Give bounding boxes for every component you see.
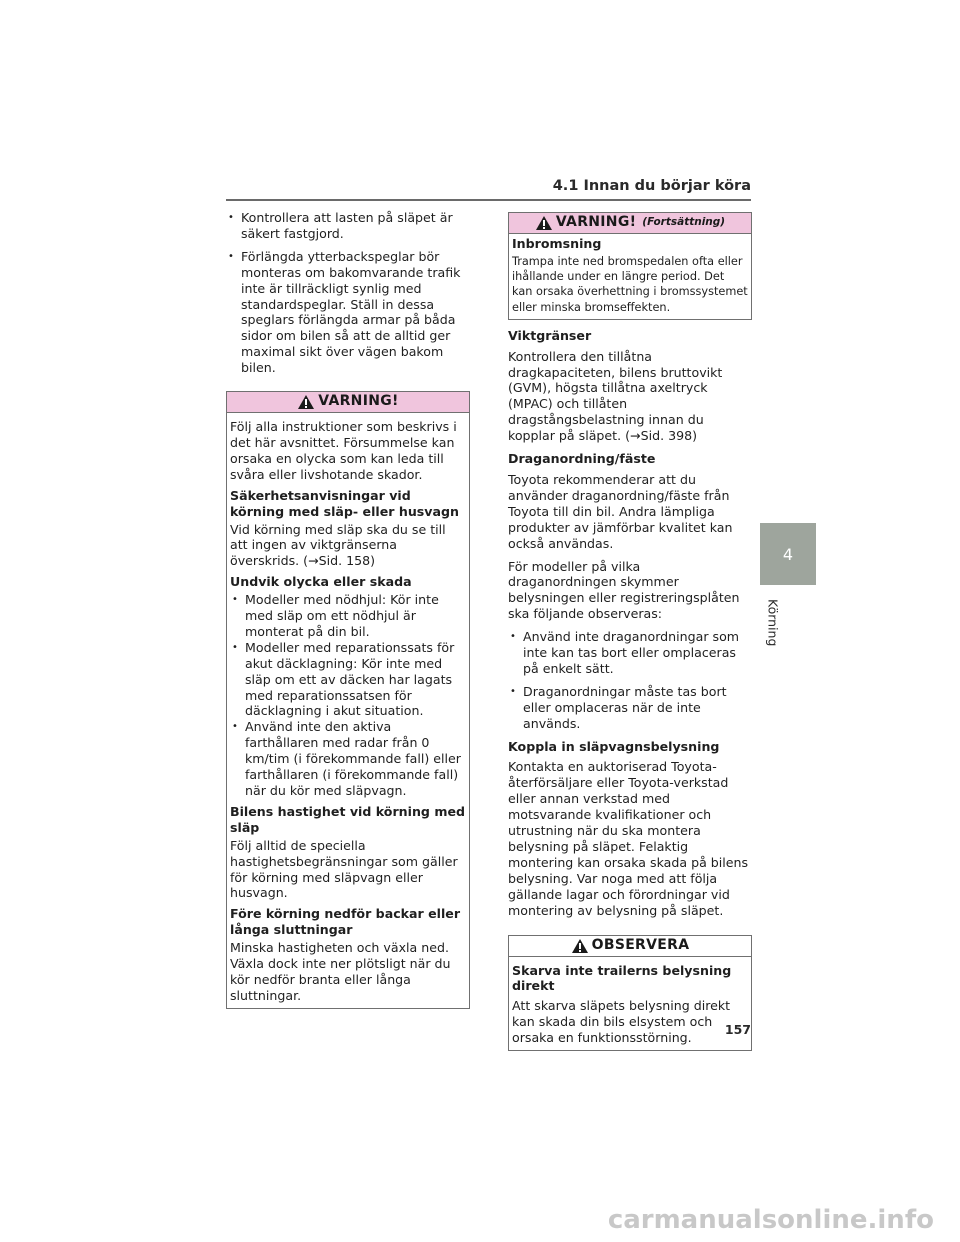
list-item: • Använd inte draganordningar som inte kan tas bort eller omplaceras på enkelt sätt. bbox=[508, 629, 752, 677]
notice-box-body bbox=[509, 957, 751, 1051]
paragraph: Toyota rekommenderar att du använder draganordning/fäste från Toyota till din bil. Andra lämpliga produkter av jämförbar kvalitet kan också användas. bbox=[508, 471, 733, 551]
chapter-label-text: Körning bbox=[765, 599, 781, 647]
chapter-label bbox=[760, 593, 786, 653]
paragraph: Kontrollera den tillåtna dragkapaciteten, bilens bruttovikt (GVM), högsta tillåtna axeltryck (MPAC) och tillåten dragstångsbelastning innan du kopplar på släpet. (→Sid. 398) bbox=[508, 348, 723, 444]
notice-heading: OBSERVERA bbox=[591, 936, 690, 953]
notice-subheading: Skarva inte trailerns belysning direkt bbox=[512, 962, 732, 994]
warning-heading: VARNING! bbox=[318, 393, 399, 410]
warning-continued-body bbox=[509, 234, 751, 319]
warning-continued-box bbox=[508, 212, 752, 320]
continued-label: (Fortsättning) bbox=[642, 216, 726, 229]
warning-paragraph: Trampa inte ned bromspedalen ofta eller ihållande under en längre period. Det kan orsaka överhettning i bromssystemet eller minska bromseffekten. bbox=[512, 254, 748, 314]
notice-box bbox=[508, 935, 752, 1052]
notice-box-header bbox=[509, 936, 751, 957]
watermark: carmanualsonline.info bbox=[607, 1205, 934, 1235]
warning-subheading: Före körning nedför backar eller långa sluttningar bbox=[230, 906, 461, 938]
list-item: • Modeller med nödhjul: Kör inte med släp om ett nödhjul är monterat på din bil. bbox=[230, 592, 466, 640]
warning-subheading: Bilens hastighet vid körning med släp bbox=[230, 803, 465, 835]
notice-paragraph: Att skarva släpets belysning direkt kan skada din bils elsystem och orsaka en funktionsstörning. bbox=[512, 998, 731, 1046]
list-item: • Draganordningar måste tas bort eller omplaceras när de inte används. bbox=[508, 684, 752, 732]
chapter-tab bbox=[760, 523, 816, 585]
section-header-title: 4.1 Innan du börjar köra bbox=[552, 178, 751, 194]
warning-subheading: Säkerhetsanvisningar vid körning med släp- eller husvagn bbox=[230, 487, 459, 519]
warning-subheading: Undvik olycka eller skada bbox=[230, 574, 412, 590]
list-item: • Förlängda ytterbackspeglar bör monteras om bakomvarande trafik inte är tillräckligt synlig med standardspeglar. Ställ in dessa speglars förlängda armar på båda sidor om bilen så att de alltid ger maximal sikt över vägen bakom bilen. bbox=[226, 249, 470, 376]
warning-subheading: Inbromsning bbox=[512, 236, 602, 251]
page-number: 157 bbox=[724, 1022, 751, 1037]
warning-heading: VARNING! bbox=[555, 214, 637, 231]
list-item: • Kontrollera att lasten på släpet är säkert fastgjord. bbox=[226, 210, 470, 242]
section-heading: Draganordning/fäste bbox=[508, 451, 656, 467]
warning-intro: Följ alla instruktioner som beskrivs i det här avsnittet. Försummelse kan orsaka en olycka som kan leda till svåra eller livshotande skador. bbox=[230, 419, 457, 482]
section-heading: Koppla in släpvagnsbelysning bbox=[508, 738, 720, 754]
right-column bbox=[508, 212, 752, 1061]
caution-icon bbox=[571, 938, 589, 954]
paragraph: Kontakta en auktoriserad Toyota-återförsäljare eller Toyota-verkstad eller annan verkstad med motsvarande kvalifikationer och utrustning när du ska montera belysning på släpet. Felaktig montering kan orsaka skada på bilens belysning. Var noga med att följa gällande lagar och förordningar vid montering av belysning på släpet. bbox=[508, 759, 749, 918]
paragraph: För modeller på vilka draganordningen skymmer belysningen eller registreringsplåten ska följande observeras: bbox=[508, 558, 740, 622]
section-heading: Viktgränser bbox=[508, 327, 592, 343]
warning-paragraph: Vid körning med släp ska du se till att ingen av viktgränserna överskrids. (→Sid. 158) bbox=[230, 521, 446, 569]
warning-paragraph: Följ alltid de speciella hastighetsbegränsningar som gäller för körning med släpvagn eller husvagn. bbox=[230, 837, 458, 901]
warning-box-header bbox=[227, 392, 469, 413]
warning-triangle-icon bbox=[535, 215, 553, 231]
list-item: • Modeller med reparationssats för akut däcklagning: Kör inte med släp om ett av däcken har lagats med reparationssatsen för däcklagning i akut situation. bbox=[230, 640, 466, 720]
warning-continued-header bbox=[509, 213, 751, 234]
warning-box-body bbox=[227, 413, 469, 1008]
header-rule bbox=[226, 199, 751, 201]
warning-paragraph: Minska hastigheten och växla ned. Växla dock inte ner plötsligt när du kör nedför branta eller långa sluttningar. bbox=[230, 940, 451, 1003]
chapter-number: 4 bbox=[782, 544, 794, 564]
list-item: • Använd inte den aktiva farthållaren med radar från 0 km/tim (i förekommande fall) eller farthållaren (i förekommande fall) när du kör med släpvagn. bbox=[230, 719, 466, 799]
warning-triangle-icon bbox=[297, 394, 315, 410]
left-column bbox=[226, 210, 470, 1019]
warning-box bbox=[226, 391, 470, 1009]
